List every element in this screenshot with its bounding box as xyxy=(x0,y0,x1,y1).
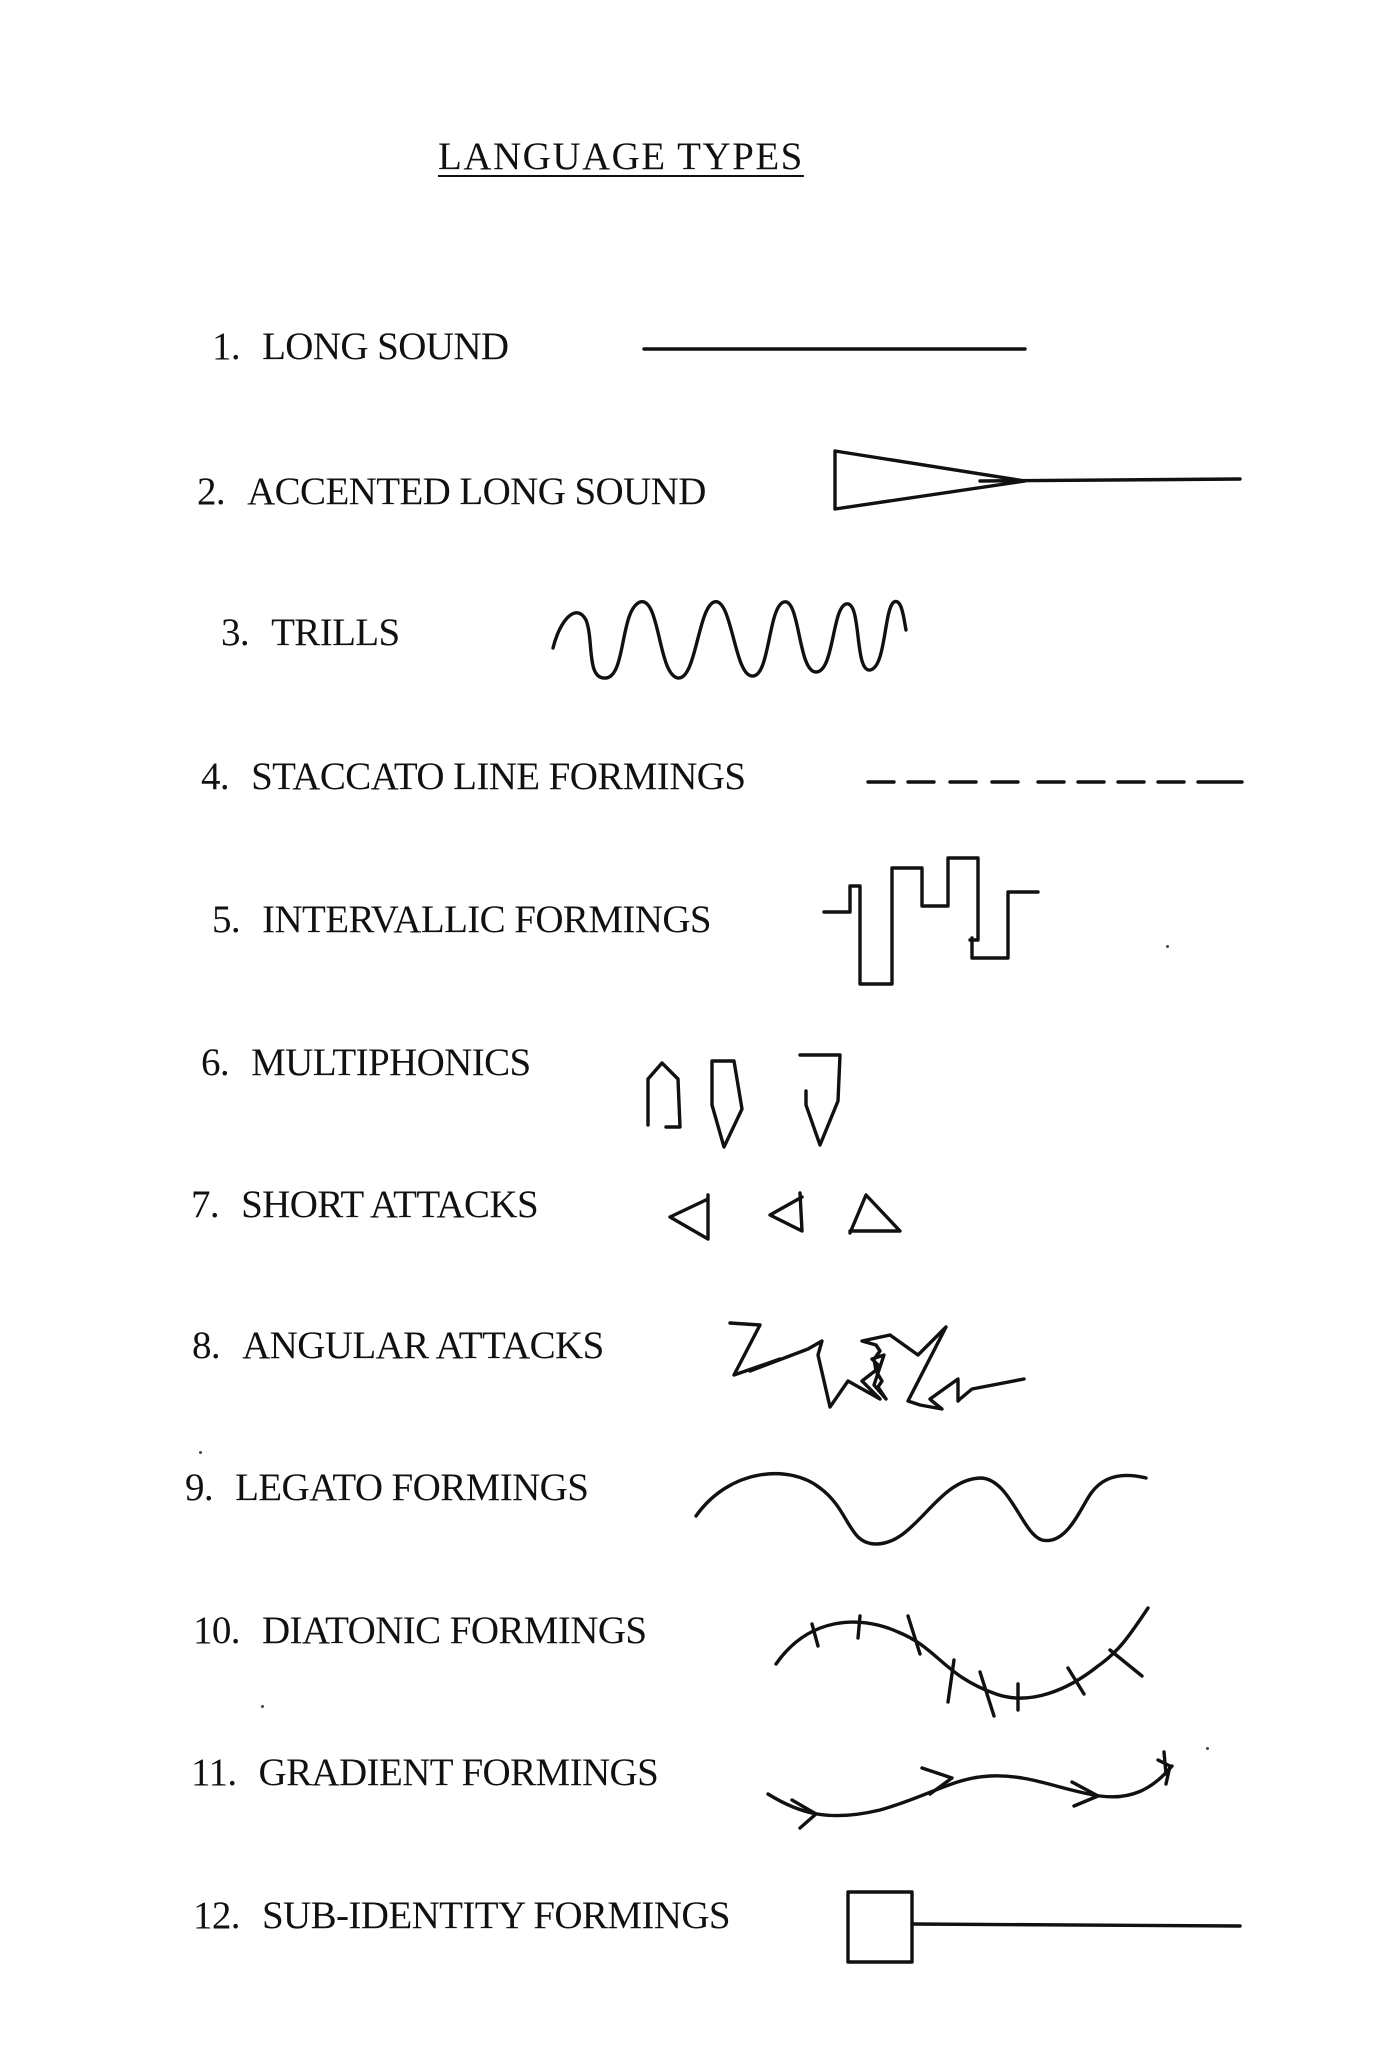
list-item-sub-identity xyxy=(193,1896,730,1935)
item-number: 12. xyxy=(193,1894,240,1937)
item-label: ANGULAR ATTACKS xyxy=(242,1324,604,1367)
diatonic-symbol xyxy=(768,1598,1168,1738)
item-number: 4. xyxy=(201,755,230,798)
accented-long-sound-symbol xyxy=(830,445,1250,520)
list-item-trills xyxy=(221,613,400,652)
item-label: INTERVALLIC FORMINGS xyxy=(262,898,711,941)
item-label: TRILLS xyxy=(271,611,400,654)
long-sound-symbol xyxy=(640,335,1040,365)
list-item-diatonic xyxy=(193,1611,647,1650)
trills-symbol xyxy=(548,580,908,690)
list-item-staccato xyxy=(201,757,745,796)
scan-speck xyxy=(261,1705,264,1708)
scan-speck xyxy=(1166,945,1169,948)
short-attacks-symbol xyxy=(662,1185,922,1255)
item-number: 3. xyxy=(221,611,250,654)
list-item-long-sound xyxy=(212,327,508,366)
page-title: LANGUAGE TYPES xyxy=(438,135,804,178)
item-label: DIATONIC FORMINGS xyxy=(261,1609,647,1652)
list-item-gradient xyxy=(191,1753,658,1792)
list-item-intervallic xyxy=(212,900,711,939)
item-label: GRADIENT FORMINGS xyxy=(258,1751,659,1794)
item-number: 1. xyxy=(212,325,241,368)
item-number: 8. xyxy=(192,1324,221,1367)
item-number: 5. xyxy=(212,898,241,941)
scan-speck xyxy=(199,1451,202,1454)
sub-identity-symbol xyxy=(842,1886,1252,1966)
item-label: LONG SOUND xyxy=(262,325,509,368)
item-label: LEGATO FORMINGS xyxy=(235,1466,589,1509)
item-label: SUB-IDENTITY FORMINGS xyxy=(261,1894,730,1937)
multiphonics-symbol xyxy=(640,1035,860,1165)
item-label: ACCENTED LONG SOUND xyxy=(247,470,706,513)
item-label: MULTIPHONICS xyxy=(251,1041,531,1084)
list-item-legato xyxy=(185,1468,588,1507)
item-number: 6. xyxy=(201,1041,230,1084)
gradient-symbol xyxy=(760,1744,1190,1834)
item-label: STACCATO LINE FORMINGS xyxy=(251,755,746,798)
item-number: 10. xyxy=(193,1609,240,1652)
list-item-angular-attacks xyxy=(192,1326,604,1365)
staccato-symbol xyxy=(864,772,1264,792)
item-number: 7. xyxy=(191,1183,220,1226)
legato-symbol xyxy=(690,1448,1150,1558)
list-item-short-attacks xyxy=(191,1185,538,1224)
scan-speck xyxy=(1206,1747,1209,1750)
intervallic-symbol xyxy=(820,850,1050,1000)
item-number: 2. xyxy=(197,470,226,513)
item-number: 11. xyxy=(191,1751,237,1794)
item-label: SHORT ATTACKS xyxy=(241,1183,539,1226)
list-item-accented-long-sound xyxy=(197,472,706,511)
list-item-multiphonics xyxy=(201,1043,531,1082)
angular-attacks-symbol xyxy=(722,1315,1072,1415)
item-number: 9. xyxy=(185,1466,214,1509)
